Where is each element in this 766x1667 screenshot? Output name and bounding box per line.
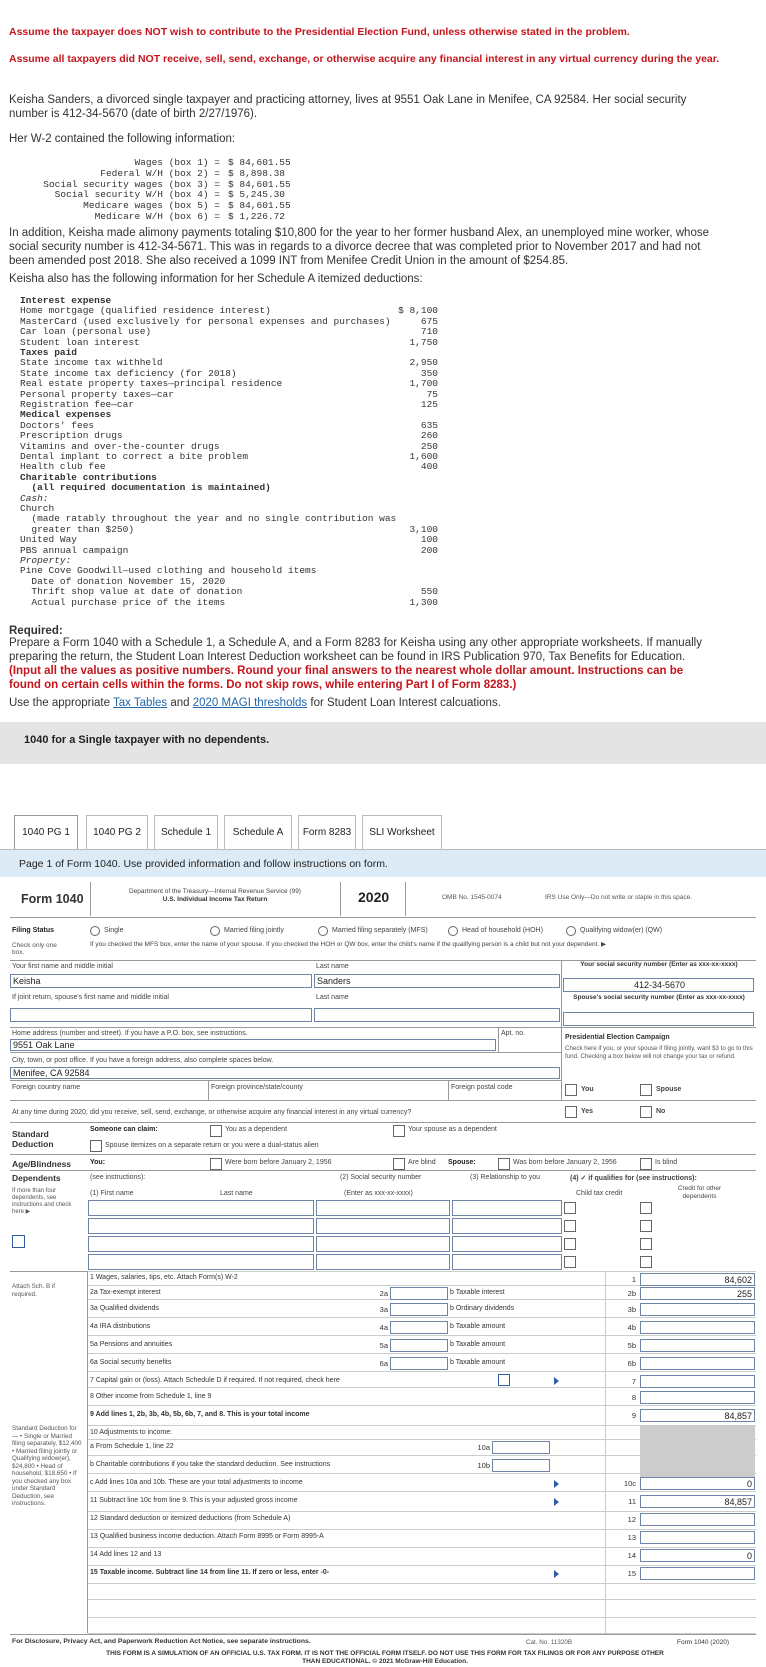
deduction-amount: $ 8,100 bbox=[398, 305, 438, 317]
deduction-amount: 1,300 bbox=[409, 596, 438, 608]
spouse-itemizes-label: Spouse itemizes on a separate return or you were a dual-status alien bbox=[105, 1142, 319, 1149]
mid-code: 4a bbox=[379, 1323, 388, 1332]
deduction-label: Cash: bbox=[20, 492, 49, 504]
capital-gain-checkbox[interactable] bbox=[498, 1374, 510, 1386]
line-code: 8 bbox=[631, 1393, 636, 1402]
deduction-label: Doctors' fees bbox=[20, 419, 95, 431]
tab-form-8283[interactable]: Form 8283 bbox=[298, 815, 356, 849]
disclaimer: THIS FORM IS A SIMULATION OF AN OFFICIAL U.S. TAX FORM. IT IS NOT THE OFFICIAL FORM ITSELF. DO NOT USE THIS FORM FOR TAX FILINGS OR FOR ANY PURPOSE OTHER THAN EDUCATIONAL. © 2021 McGraw-Hill Education. bbox=[106, 1650, 664, 1665]
last-name-label: Last name bbox=[316, 963, 349, 970]
deduction-label: Pine Cove Goodwill—used clothing and household items bbox=[20, 565, 317, 577]
line-c12-amount[interactable] bbox=[640, 1513, 755, 1526]
age-you: You: bbox=[90, 1159, 106, 1166]
you-born-checkbox[interactable] bbox=[210, 1158, 222, 1170]
age-title: Age/Blindness bbox=[12, 1159, 72, 1169]
virtual-currency-note: Assume all taxpayers did NOT receive, sell, send, exchange, or otherwise acquire any financial interest in any virtual currency during the year. bbox=[9, 53, 720, 65]
line-code: 10c bbox=[623, 1479, 636, 1488]
arrow-icon bbox=[554, 1570, 559, 1578]
foreign-postal-label: Foreign postal code bbox=[451, 1084, 513, 1091]
dependent-name-input[interactable] bbox=[88, 1254, 314, 1270]
page-note-bar bbox=[0, 849, 766, 877]
line-c9-amount[interactable]: 84,857 bbox=[640, 1409, 755, 1422]
deduction-label: Date of donation November 15, 2020 bbox=[20, 575, 226, 587]
form-subtitle: U.S. Individual Income Tax Return bbox=[162, 896, 268, 903]
line-c5a-amount[interactable] bbox=[390, 1339, 448, 1352]
line-c14-amount[interactable]: 0 bbox=[640, 1549, 755, 1562]
spouse-born-checkbox[interactable] bbox=[498, 1158, 510, 1170]
other-dependent-credit-checkbox[interactable] bbox=[640, 1238, 652, 1250]
deduction-label: Personal property taxes—car bbox=[20, 388, 174, 400]
deduction-label: Taxes paid bbox=[20, 347, 78, 358]
virtual-yes-label: Yes bbox=[581, 1108, 594, 1115]
line-l12-label: 12 Standard deduction or itemized deductions (from Schedule A) bbox=[90, 1515, 291, 1522]
deduction-amount: 125 bbox=[420, 399, 438, 410]
apt-label: Apt. no. bbox=[501, 1030, 526, 1037]
spouse-last-label: Last name bbox=[316, 994, 349, 1001]
deduction-label: (all required documentation is maintained) bbox=[20, 482, 271, 494]
deduction-label: Home mortgage (qualified residence interest) bbox=[20, 305, 271, 317]
deduction-amount: 3,100 bbox=[409, 523, 438, 535]
line-l15-label: 15 Taxable income. Subtract line 14 from line 11. If zero or less, enter -0- bbox=[90, 1569, 330, 1576]
more-than-four: If more than four dependents, see instructions and check here ▶ bbox=[12, 1188, 72, 1215]
fs-mfs-radio[interactable] bbox=[318, 926, 328, 936]
first-name-label: Your first name and middle initial bbox=[12, 963, 113, 970]
line-code: 14 bbox=[627, 1551, 636, 1560]
dep-qualify-label: (4) ✓ if qualifies for (see instructions): bbox=[570, 1175, 697, 1182]
dep-see-instr: (see instructions): bbox=[90, 1174, 146, 1181]
w2-intro: Her W-2 contained the following information: bbox=[9, 133, 236, 145]
deduction-amount: 1,750 bbox=[409, 336, 438, 348]
spouse-born-label: Was born before January 2, 1956 bbox=[513, 1159, 617, 1166]
deduction-label: PBS annual campaign bbox=[20, 544, 129, 556]
other-dependent-credit-checkbox[interactable] bbox=[640, 1256, 652, 1268]
other-dependent-credit-checkbox[interactable] bbox=[640, 1202, 652, 1214]
line-c2b-amount[interactable]: 255 bbox=[640, 1287, 755, 1300]
virtual-yes-checkbox[interactable] bbox=[565, 1106, 577, 1118]
you-born-label: Were born before January 2, 1956 bbox=[225, 1159, 332, 1166]
w2-value: $ 8,898.38 bbox=[228, 167, 286, 179]
form-1040 bbox=[10, 877, 756, 1667]
line-c8-amount[interactable] bbox=[640, 1391, 755, 1404]
line-c10c-amount[interactable]: 0 bbox=[640, 1477, 755, 1490]
spouse-ssn-input[interactable] bbox=[563, 1012, 754, 1026]
pec-title: Presidential Election Campaign bbox=[565, 1034, 670, 1041]
spouse-first-label: If joint return, spouse's first name and middle initial bbox=[12, 994, 169, 1001]
line-c4b-amount[interactable] bbox=[640, 1321, 755, 1334]
deduction-label: Medical expenses bbox=[20, 409, 112, 421]
line-code: 2b bbox=[627, 1289, 636, 1298]
filing-status-label: Filing Status bbox=[12, 927, 54, 934]
mid-code: 2a bbox=[379, 1289, 388, 1298]
mid-code: 3a bbox=[379, 1305, 388, 1314]
std-ded-title: Standard Deduction bbox=[12, 1129, 54, 1149]
line-code: 5b bbox=[627, 1341, 636, 1350]
line-c5b-amount[interactable] bbox=[640, 1339, 755, 1352]
fs-qw-radio[interactable] bbox=[566, 926, 576, 936]
line-code: 15 bbox=[627, 1569, 636, 1578]
deduction-label: Registration fee—car bbox=[20, 399, 135, 410]
line-l4a-label: 4a IRA distributions bbox=[90, 1323, 151, 1330]
deduction-label: Prescription drugs bbox=[20, 430, 123, 442]
dependent-name-input[interactable] bbox=[88, 1236, 314, 1252]
line-c3a-amount[interactable] bbox=[390, 1303, 448, 1316]
dependent-ssn-input[interactable] bbox=[316, 1200, 450, 1216]
address-label: Home address (number and street). If you have a P.O. box, see instructions. bbox=[12, 1030, 248, 1037]
deduction-label: Interest expense bbox=[20, 295, 112, 306]
fs-single-radio[interactable] bbox=[90, 926, 100, 936]
deduction-amount: 250 bbox=[420, 440, 438, 452]
tab-schedule-1[interactable]: Schedule 1 bbox=[154, 815, 218, 849]
deduction-label: Thrift shop value at date of donation bbox=[20, 586, 243, 598]
spouse-dependent-label: Your spouse as a dependent bbox=[408, 1126, 497, 1133]
pec-you-label: You bbox=[581, 1086, 594, 1093]
form-id: Form 1040 bbox=[21, 892, 84, 906]
required-text bbox=[9, 636, 714, 692]
deduction-label: Property: bbox=[20, 555, 72, 566]
deduction-label: Car loan (personal use) bbox=[20, 326, 152, 338]
line-c2a-amount[interactable] bbox=[390, 1287, 448, 1300]
line-code: 6b bbox=[627, 1359, 636, 1368]
deduction-amount: 710 bbox=[420, 326, 438, 338]
schedule-a-intro: Keisha also has the following information for her Schedule A itemized deductions: bbox=[9, 273, 423, 285]
deduction-label: Church bbox=[20, 503, 55, 514]
dep-last-label: Last name bbox=[220, 1190, 253, 1197]
deduction-label: State income tax withheld bbox=[20, 357, 163, 369]
fs-mfj-label: Married filing jointly bbox=[224, 927, 284, 934]
check-one: Check only one box. bbox=[12, 942, 57, 956]
dependent-ssn-input[interactable] bbox=[316, 1236, 450, 1252]
child-tax-credit-checkbox[interactable] bbox=[564, 1256, 576, 1268]
arrow-icon bbox=[554, 1498, 559, 1506]
w2-label: Wages (box 1) = bbox=[134, 157, 220, 168]
virtual-question: At any time during 2020, did you receive, sell, send, exchange, or otherwise acquire any financial interest in any virtual currency? bbox=[12, 1109, 412, 1116]
line-l6b-label: b Taxable amount bbox=[450, 1359, 506, 1366]
line-l10c-label: c Add lines 10a and 10b. These are your total adjustments to income bbox=[90, 1479, 303, 1486]
line-l2a-label: 2a Tax-exempt interest bbox=[90, 1289, 161, 1296]
line-c15-amount[interactable] bbox=[640, 1567, 755, 1580]
line-l5a-label: 5a Pensions and annuities bbox=[90, 1341, 173, 1348]
line-10b-amount[interactable] bbox=[492, 1459, 550, 1472]
form-dept: Department of the Treasury—Internal Revenue Service (99) bbox=[129, 888, 301, 895]
line-code: 9 bbox=[631, 1411, 636, 1420]
use-tables-line bbox=[9, 696, 501, 710]
required-body: Prepare a Form 1040 with a Schedule 1, a Schedule A, and a Form 8283 for Keisha using any other appropriate worksheets. If manually preparing the return, the Student Loan Interest Deduction worksheet can be found in IRS Publication 970, Tax Benefits for Education. bbox=[9, 637, 702, 663]
tab-1040-pg1[interactable]: 1040 PG 1 bbox=[14, 815, 78, 849]
dep-ssn-label: (2) Social security number bbox=[340, 1174, 422, 1181]
line-l8-label: 8 Other income from Schedule 1, line 9 bbox=[90, 1393, 212, 1400]
deduction-amount: 100 bbox=[420, 534, 438, 546]
line-l5b-label: b Taxable amount bbox=[450, 1341, 506, 1348]
line-10a-amount[interactable] bbox=[492, 1441, 550, 1454]
line-code: 11 bbox=[628, 1497, 636, 1506]
line-l1-label: 1 Wages, salaries, tips, etc. Attach Form(s) W-2 bbox=[90, 1274, 238, 1281]
form-year: 2020 bbox=[358, 889, 390, 905]
other-credit-label: Credit for other dependents bbox=[677, 1185, 722, 1200]
pec-you-checkbox[interactable] bbox=[565, 1084, 577, 1096]
pec-spouse-checkbox[interactable] bbox=[640, 1084, 652, 1096]
dependent-ssn-input[interactable] bbox=[316, 1254, 450, 1270]
mid-code: 10b bbox=[477, 1461, 490, 1470]
deduction-label: Student loan interest bbox=[20, 336, 140, 348]
dependents-title: Dependents bbox=[12, 1173, 61, 1183]
line-code: 7 bbox=[631, 1377, 636, 1386]
w2-value: $ 84,601.55 bbox=[228, 178, 291, 190]
std-side-note: Standard Deduction for— • Single or Married filing separately, $12,400 • Married filing jointly or Qualifying widow(er), $24,800 • Head of household, $18,650 • If you checked any box under Standard Deduction, see instructions. bbox=[12, 1425, 82, 1507]
line-l4b-label: b Taxable amount bbox=[450, 1323, 506, 1330]
city-input[interactable]: Menifee, CA 92584 bbox=[10, 1067, 560, 1079]
dependent-relationship-input[interactable] bbox=[452, 1218, 562, 1234]
fs-mfs-label: Married filing separately (MFS) bbox=[332, 927, 428, 934]
age-spouse: Spouse: bbox=[448, 1159, 476, 1166]
spouse-last-input[interactable] bbox=[314, 1008, 560, 1022]
someone-claim: Someone can claim: bbox=[90, 1126, 158, 1133]
attach-sch-b: Attach Sch. B if required. bbox=[12, 1283, 56, 1298]
line-l9-label: 9 Add lines 1, 2b, 3b, 4b, 5b, 6b, 7, and 8. This is your total income bbox=[90, 1411, 310, 1418]
cat-no: Cat. No. 11320B bbox=[526, 1639, 573, 1646]
you-dependent-label: You as a dependent bbox=[225, 1126, 288, 1133]
irs-use-only: IRS Use Only—Do not write or staple in this space. bbox=[545, 894, 693, 901]
mid-code: 10a bbox=[477, 1443, 490, 1452]
line-code: 4b bbox=[627, 1323, 636, 1332]
line-l13-label: 13 Qualified business income deduction. Attach Form 8995 or Form 8995-A bbox=[90, 1533, 324, 1540]
deduction-label: United Way bbox=[20, 534, 78, 546]
deduction-amount: 350 bbox=[420, 367, 438, 379]
line-l10a-label: a From Schedule 1, line 22 bbox=[90, 1443, 174, 1450]
omb-number: OMB No. 1545-0074 bbox=[442, 894, 502, 901]
line-c6b-amount[interactable] bbox=[640, 1357, 755, 1370]
panel-header bbox=[0, 722, 766, 764]
w2-value: $ 5,245.30 bbox=[228, 189, 286, 201]
fs-mfj-radio[interactable] bbox=[210, 926, 220, 936]
line-c4a-amount[interactable] bbox=[390, 1321, 448, 1334]
footer-left: For Disclosure, Privacy Act, and Paperwork Reduction Act Notice, see separate instructions. bbox=[12, 1638, 311, 1645]
line-c11-amount[interactable]: 84,857 bbox=[640, 1495, 755, 1508]
other-dependent-credit-checkbox[interactable] bbox=[640, 1220, 652, 1232]
more-dependents-checkbox[interactable] bbox=[12, 1235, 25, 1248]
line-l10-label: 10 Adjustments to income: bbox=[90, 1429, 173, 1436]
dep-ssn-fmt: (Enter as xxx-xx-xxxx) bbox=[344, 1190, 413, 1197]
and-text: and bbox=[170, 697, 190, 709]
tab-1040-pg2[interactable]: 1040 PG 2 bbox=[86, 815, 148, 849]
fs-single-label: Single bbox=[104, 927, 124, 934]
deduction-label: State income tax deficiency (for 2018) bbox=[20, 367, 237, 379]
w2-label: Federal W/H (box 2) = bbox=[100, 167, 220, 179]
line-l10b-label: b Charitable contributions if you take the standard deduction. See instructions bbox=[90, 1461, 331, 1468]
arrow-icon bbox=[554, 1480, 559, 1488]
line-c1-amount[interactable]: 84,602 bbox=[640, 1273, 755, 1286]
dependent-relationship-input[interactable] bbox=[452, 1254, 562, 1270]
panel-title: 1040 for a Single taxpayer with no dependents. bbox=[24, 734, 270, 746]
virtual-no-checkbox[interactable] bbox=[640, 1106, 652, 1118]
you-blind-label: Are blind bbox=[408, 1159, 436, 1166]
dependent-name-input[interactable] bbox=[88, 1200, 314, 1216]
line-l7-label: 7 Capital gain or (loss). Attach Schedule D if required. If not required, check here bbox=[90, 1377, 340, 1384]
deduction-amount: 635 bbox=[420, 419, 438, 431]
ssn-input[interactable]: 412-34-5670 bbox=[563, 978, 754, 992]
deduction-label: Dental implant to correct a bite problem bbox=[20, 451, 249, 462]
spouse-ssn-label: Spouse's social security number (Enter as xxx-xx-xxxx) bbox=[573, 994, 745, 1001]
deduction-amount: 75 bbox=[426, 388, 438, 400]
deduction-label: greater than $250) bbox=[20, 523, 135, 535]
first-name-input[interactable]: Keisha bbox=[10, 974, 312, 988]
ssn-label: Your social security number (Enter as xxx-xx-xxxx) bbox=[580, 961, 738, 968]
w2-label: Medicare W/H (box 6) = bbox=[94, 211, 220, 222]
deduction-amount: 400 bbox=[420, 461, 438, 473]
line-code: 12 bbox=[627, 1515, 636, 1524]
line-l11-label: 11 Subtract line 10c from line 9. This is your adjusted gross income bbox=[90, 1497, 298, 1504]
child-tax-credit-checkbox[interactable] bbox=[564, 1238, 576, 1250]
line-code: 13 bbox=[627, 1533, 636, 1542]
deduction-label: Actual purchase price of the items bbox=[20, 596, 226, 608]
deduction-amount: 1,700 bbox=[409, 378, 438, 390]
foreign-province-label: Foreign province/state/county bbox=[211, 1084, 303, 1091]
line-l2b-label: b Taxable interest bbox=[450, 1289, 505, 1296]
virtual-no-label: No bbox=[656, 1108, 666, 1115]
line-c7-amount[interactable] bbox=[640, 1375, 755, 1388]
line-c3b-amount[interactable] bbox=[640, 1303, 755, 1316]
last-name-input[interactable]: Sanders bbox=[314, 974, 560, 988]
child-tax-credit-checkbox[interactable] bbox=[564, 1202, 576, 1214]
required-heading: Required: bbox=[9, 625, 63, 637]
election-fund-note: Assume the taxpayer does NOT wish to contribute to the Presidential Election Fund, unless otherwise stated in the problem. bbox=[9, 26, 630, 38]
address-input[interactable]: 9551 Oak Lane bbox=[10, 1039, 496, 1051]
you-dependent-checkbox[interactable] bbox=[210, 1125, 222, 1137]
deduction-amount: 260 bbox=[420, 430, 438, 442]
line-l6a-label: 6a Social security benefits bbox=[90, 1359, 172, 1366]
use-post: for Student Loan Interest calcuations. bbox=[310, 697, 501, 709]
line-l3b-label: b Ordinary dividends bbox=[450, 1305, 515, 1312]
tab-sli-worksheet[interactable]: SLI Worksheet bbox=[362, 815, 442, 849]
spouse-blind-checkbox[interactable] bbox=[640, 1158, 652, 1170]
child-tax-credit-checkbox[interactable] bbox=[564, 1220, 576, 1232]
w2-value: $ 84,601.55 bbox=[228, 157, 291, 168]
alimony-paragraph: In addition, Keisha made alimony payments totaling $10,800 for the year to her former husband Alex, an unemployed mine worker, whose social security number is 412-34-5671. This was in regards to a divorce decree that was completed prior to November 2017 and had not been amended post 2018. She also received a 1099 INT from Menifee Credit Union in the amount of $254.85. bbox=[9, 227, 709, 267]
deduction-label: MasterCard (used exclusively for personal expenses and purchases) bbox=[20, 315, 391, 327]
deduction-amount: 2,950 bbox=[409, 357, 438, 369]
w2-label: Social security wages (box 3) = bbox=[43, 178, 220, 190]
form-footer: Form 1040 (2020) bbox=[677, 1639, 730, 1646]
line-c6a-amount[interactable] bbox=[390, 1357, 448, 1370]
fs-hoh-label: Head of household (HOH) bbox=[462, 927, 543, 934]
dep-first-label: (1) First name bbox=[90, 1190, 134, 1197]
deductions-list bbox=[0, 296, 766, 616]
mid-code: 6a bbox=[379, 1359, 388, 1368]
magi-thresholds-link[interactable]: 2020 MAGI thresholds bbox=[192, 697, 308, 709]
page-note: Page 1 of Form 1040. Use provided information and follow instructions on form. bbox=[19, 858, 388, 870]
intro-paragraph: Keisha Sanders, a divorced single taxpayer and practicing attorney, lives at 9551 Oak Lane in Menifee, CA 92584. Her social security number is 412-34-5670 (date of birth 2/27/1976). bbox=[9, 94, 687, 120]
spouse-first-input[interactable] bbox=[10, 1008, 312, 1022]
required-red: (Input all the values as positive numbers. Round your final answers to the nearest whole dollar amount. Instructions can be found on certain cells within the forms. Do not skip rows, while entering Part I of Form 8283.) bbox=[9, 665, 684, 691]
dependent-ssn-input[interactable] bbox=[316, 1218, 450, 1234]
line-code: 3b bbox=[627, 1305, 636, 1314]
child-credit-label: Child tax credit bbox=[576, 1190, 623, 1197]
w2-label: Medicare wages (box 5) = bbox=[83, 200, 220, 212]
pec-text: Check here if you, or your spouse if filing jointly, want $3 to go to this fund. Checking a box below will not change your tax or refund. bbox=[565, 1045, 753, 1060]
dependent-relationship-input[interactable] bbox=[452, 1236, 562, 1252]
w2-label: Social security W/H (box 4) = bbox=[54, 189, 220, 201]
arrow-icon bbox=[554, 1377, 559, 1385]
fs-hoh-radio[interactable] bbox=[448, 926, 458, 936]
line-l14-label: 14 Add lines 12 and 13 bbox=[90, 1551, 162, 1558]
tax-tables-link[interactable]: Tax Tables bbox=[113, 697, 168, 709]
spouse-itemizes-checkbox[interactable] bbox=[90, 1140, 102, 1152]
use-pre: Use the appropriate bbox=[9, 697, 111, 709]
line-c13-amount[interactable] bbox=[640, 1531, 755, 1544]
w2-value: $ 84,601.55 bbox=[228, 200, 291, 212]
city-label: City, town, or post office. If you have a foreign address, also complete spaces below. bbox=[12, 1057, 274, 1064]
deduction-label: Real estate property taxes—principal residence bbox=[20, 378, 283, 390]
pec-spouse-label: Spouse bbox=[656, 1086, 682, 1093]
spouse-blind-label: Is blind bbox=[655, 1159, 678, 1166]
mfs-note: If you checked the MFS box, enter the name of your spouse. If you checked the HOH or QW box, enter the child's name if the qualifying person is a child but not your dependent. ▶ bbox=[90, 941, 607, 948]
spouse-dependent-checkbox[interactable] bbox=[393, 1125, 405, 1137]
deduction-amount: 675 bbox=[420, 315, 438, 327]
deduction-amount: 200 bbox=[420, 544, 438, 556]
dependent-name-input[interactable] bbox=[88, 1218, 314, 1234]
line-code: 1 bbox=[631, 1275, 636, 1284]
deduction-amount: 1,600 bbox=[409, 451, 438, 462]
deduction-label: Charitable contributions bbox=[20, 471, 157, 483]
foreign-country-label: Foreign country name bbox=[12, 1084, 81, 1091]
deduction-label: Health club fee bbox=[20, 461, 106, 473]
tab-schedule-a[interactable]: Schedule A bbox=[224, 815, 292, 849]
deduction-label: Vitamins and over-the-counter drugs bbox=[20, 440, 220, 452]
mid-code: 5a bbox=[379, 1341, 388, 1350]
deduction-label: (made ratably throughout the year and no single contribution was bbox=[20, 513, 397, 525]
deduction-amount: 550 bbox=[420, 586, 438, 598]
w2-value: $ 1,226.72 bbox=[228, 211, 286, 222]
you-blind-checkbox[interactable] bbox=[393, 1158, 405, 1170]
dependent-relationship-input[interactable] bbox=[452, 1200, 562, 1216]
dep-rel-label: (3) Relationship to you bbox=[470, 1174, 541, 1181]
fs-qw-label: Qualifying widow(er) (QW) bbox=[580, 927, 663, 934]
line-l3a-label: 3a Qualified dividends bbox=[90, 1305, 159, 1312]
